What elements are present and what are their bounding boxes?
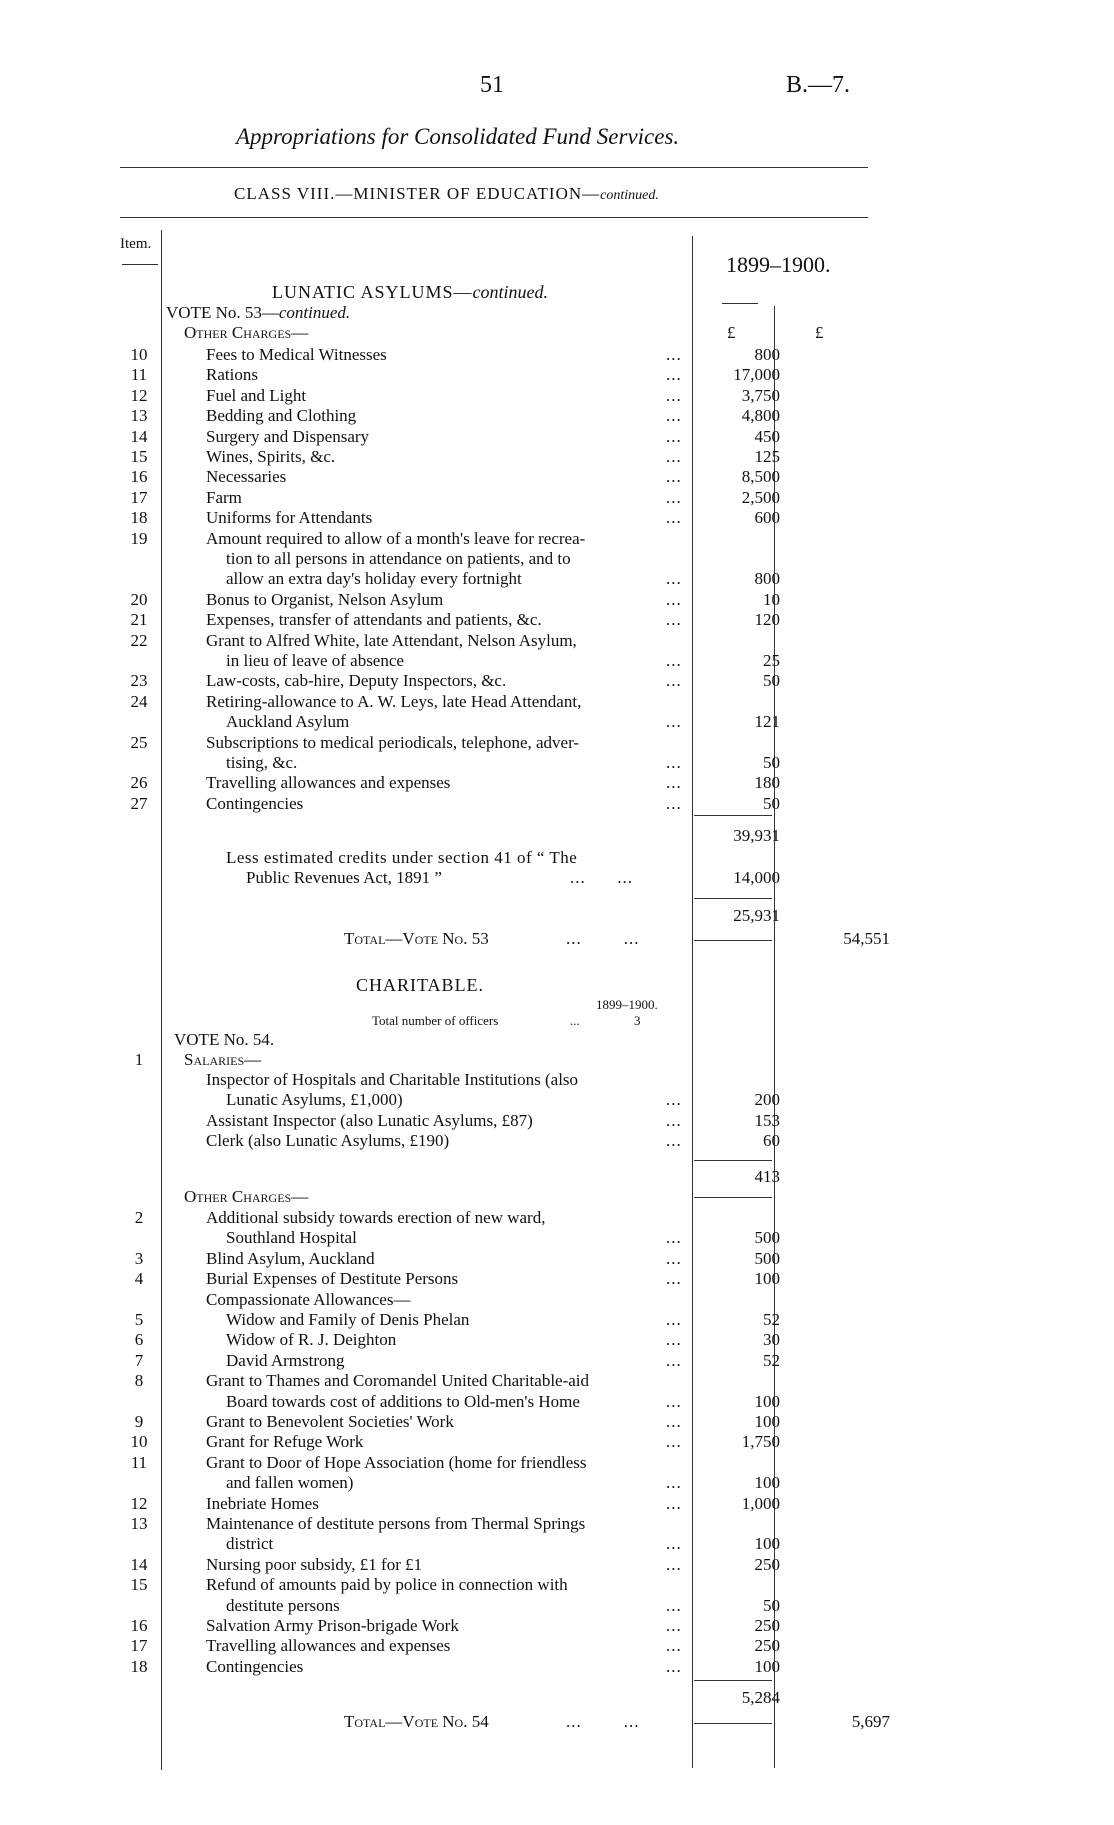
lunatic-net: 25,931 [733, 906, 780, 925]
leader-dots: ... [666, 793, 682, 813]
item-description: Grant for Refuge Work [206, 1432, 364, 1452]
item-description: Refund of amounts paid by police in connection with [206, 1575, 568, 1595]
item-number: 19 [130, 528, 148, 548]
vote-54-total-amount: 5,697 [851, 1712, 890, 1731]
lunatic-subtotal-rule [694, 815, 772, 816]
charitable-item-row [0, 1310, 1114, 1330]
lunatic-item-row [0, 529, 1114, 590]
vote-53-main: VOTE No. 53— [166, 303, 279, 322]
leader-dots: ... [666, 1432, 682, 1452]
item-number: 5 [134, 1310, 144, 1329]
lunatic-item-row [0, 590, 1114, 610]
leader-dots: ... [666, 1248, 682, 1268]
pound-symbol-col1: £ [727, 323, 736, 342]
item-description: David Armstrong [226, 1350, 345, 1370]
lunatic-item-row [0, 773, 1114, 793]
item-description: Southland Hospital [226, 1228, 357, 1248]
item-amount: 8,500 [741, 467, 780, 487]
leader-dots: ... [666, 752, 682, 772]
leader-dots: ... [666, 1269, 682, 1289]
less-credits-line-1: Less estimated credits under section 41 of “ The [226, 848, 578, 867]
leader-dots: ... [666, 1391, 682, 1411]
item-description: Subscriptions to medical periodicals, telephone, adver- [206, 732, 580, 752]
leader-dots: ... [666, 385, 682, 405]
officers-dots: ... [570, 1013, 580, 1028]
lunatic-item-row [0, 733, 1114, 774]
charitable-item-row [0, 1616, 1114, 1636]
leader-dots: ... [666, 1330, 682, 1350]
item-number: 17 [130, 487, 148, 507]
charitable-item-row [0, 1208, 1114, 1249]
leader-dots: ... [666, 712, 682, 732]
year-column-header: 1899–1900. [726, 252, 831, 277]
salary-item-row [0, 1070, 1114, 1111]
leader-dots: ... [666, 1110, 682, 1130]
item-header-rule [122, 264, 158, 265]
item-amount: 50 [763, 671, 780, 691]
charitable-subtotal-rule [694, 1680, 772, 1681]
item-amount: 25 [763, 650, 780, 670]
item-description: Rations [206, 365, 258, 385]
lunatic-item-row [0, 671, 1114, 691]
item-number: 4 [134, 1269, 144, 1289]
item-description: Auckland Asylum [226, 712, 350, 732]
charitable-item-row [0, 1555, 1114, 1575]
charitable-item-row [0, 1330, 1114, 1350]
charitable-item-row [0, 1351, 1114, 1371]
item-amount: 17,000 [733, 365, 780, 385]
item-number: 24 [130, 691, 148, 711]
lunatic-item-row [0, 692, 1114, 733]
item-description: and fallen women) [226, 1473, 354, 1493]
leader-dots: ... [666, 1656, 682, 1676]
item-number: 13 [130, 1514, 148, 1533]
item-number: 10 [130, 345, 148, 364]
lunatic-item-row [0, 365, 1114, 385]
leader-dots: ... [666, 345, 682, 364]
item-amount: 4,800 [741, 406, 780, 426]
class-heading-main: CLASS VIII.—MINISTER OF EDUCATION— [234, 184, 601, 203]
item-description: Maintenance of destitute persons from Thermal Springs [206, 1514, 586, 1533]
item-description: Contingencies [206, 1656, 304, 1676]
item-number: 10 [130, 1432, 148, 1452]
charitable-item-row [0, 1249, 1114, 1269]
item-amount: 153 [754, 1110, 780, 1130]
lunatic-item-row [0, 467, 1114, 487]
charitable-item-row [0, 1290, 1114, 1310]
leader-dots: ... [666, 569, 682, 589]
lunatic-item-row [0, 386, 1114, 406]
leader-dots: ... [666, 1616, 682, 1635]
charitable-item-row [0, 1453, 1114, 1494]
class-heading-cont: continued. [600, 188, 659, 203]
year-header-rule [722, 303, 758, 304]
vote-53-total-dots: ... ... [566, 929, 640, 948]
charitable-item-row [0, 1575, 1114, 1616]
leader-dots: ... [666, 467, 682, 487]
vote-53-cont: continued. [278, 303, 351, 322]
item-amount: 120 [754, 610, 780, 630]
item-amount: 250 [754, 1636, 780, 1656]
item-number: 14 [130, 1554, 148, 1574]
leader-dots: ... [666, 1534, 682, 1554]
item-description: Inspector of Hospitals and Charitable Institutions (also [206, 1070, 579, 1089]
item-description: Widow and Family of Denis Phelan [226, 1310, 470, 1329]
charitable-item-row [0, 1371, 1114, 1412]
page-title: Appropriations for Consolidated Fund Services. [236, 124, 680, 149]
item-description: Lunatic Asylums, £1,000) [226, 1090, 403, 1110]
salary-total-underline [694, 1197, 772, 1198]
leader-dots: ... [666, 1493, 682, 1513]
item-amount: 52 [763, 1350, 780, 1370]
item-amount: 800 [754, 345, 780, 364]
item-number: 13 [130, 406, 148, 426]
item-number: 18 [130, 508, 148, 528]
lunatic-item-row [0, 794, 1114, 814]
leader-dots: ... [666, 508, 682, 528]
item-amount: 50 [763, 1595, 780, 1615]
less-credits-amount: 14,000 [733, 868, 780, 887]
item-description: Amount required to allow of a month's leave for recrea- [206, 528, 586, 548]
charitable-item-row [0, 1657, 1114, 1677]
lunatic-item-row [0, 488, 1114, 508]
salaries-heading: Salaries— [184, 1050, 262, 1069]
vote-54-heading: VOTE No. 54. [174, 1030, 275, 1049]
item-description: Burial Expenses of Destitute Persons [206, 1269, 459, 1289]
salary-item-row [0, 1131, 1114, 1151]
leader-dots: ... [666, 1473, 682, 1493]
item-description: Compassionate Allowances— [206, 1289, 411, 1309]
lunatic-item-row [0, 610, 1114, 630]
item-description: Uniforms for Attendants [206, 508, 373, 528]
salary-item-row [0, 1111, 1114, 1131]
item-amount: 125 [754, 447, 780, 466]
item-amount: 100 [754, 1412, 780, 1431]
item-number: 16 [130, 1616, 148, 1635]
leader-dots: ... [666, 610, 682, 630]
charitable-item-row [0, 1269, 1114, 1289]
item-amount: 100 [754, 1473, 780, 1493]
item-description: Grant to Alfred White, late Attendant, Nelson Asylum, [206, 630, 577, 650]
item-description: Fuel and Light [206, 385, 307, 405]
item-number: 15 [130, 447, 148, 466]
item-amount: 800 [754, 569, 780, 589]
leader-dots: ... [666, 487, 682, 507]
item-number: 22 [130, 630, 148, 650]
officers-count: 3 [634, 1013, 641, 1028]
item-amount: 60 [763, 1131, 780, 1151]
item-amount: 500 [754, 1248, 780, 1268]
item-description: Inebriate Homes [206, 1493, 319, 1513]
item-amount: 100 [754, 1269, 780, 1289]
item-description: Widow of R. J. Deighton [226, 1330, 397, 1350]
item-amount: 50 [763, 793, 780, 813]
item-amount: 180 [754, 773, 780, 793]
vote-53-total-label: Total—Vote No. 53 [344, 929, 489, 948]
item-description: Law-costs, cab-hire, Deputy Inspectors, &c. [206, 671, 507, 691]
item-description: Grant to Thames and Coromandel United Charitable-aid [206, 1371, 590, 1391]
item-amount: 200 [754, 1090, 780, 1110]
item-amount: 250 [754, 1554, 780, 1574]
charitable-item-row [0, 1432, 1114, 1452]
item-description: Travelling allowances and expenses [206, 1636, 451, 1656]
vote-53-heading [166, 303, 350, 323]
item-description: in lieu of leave of absence [226, 650, 404, 670]
pound-symbol-col2: £ [815, 323, 824, 342]
item-description: Board towards cost of additions to Old-men's Home [226, 1391, 580, 1411]
item-description: Grant to Door of Hope Association (home for friendless [206, 1452, 587, 1472]
leader-dots: ... [666, 650, 682, 670]
salary-total-rule [694, 1160, 772, 1161]
item-amount: 1,000 [741, 1493, 780, 1513]
item-amount: 100 [754, 1534, 780, 1554]
item-description: Expenses, transfer of attendants and patients, &c. [206, 610, 542, 630]
item-number: 16 [130, 467, 148, 487]
item-description: Farm [206, 487, 242, 507]
item-description: Grant to Benevolent Societies' Work [206, 1412, 454, 1431]
page-number: 51 [480, 72, 504, 98]
leader-dots: ... [666, 1228, 682, 1248]
leader-dots: ... [666, 1595, 682, 1615]
item-description: Salvation Army Prison-brigade Work [206, 1616, 459, 1635]
lunatic-item-row [0, 631, 1114, 672]
item-description: Additional subsidy towards erection of new ward, [206, 1208, 546, 1227]
item-amount: 10 [763, 589, 780, 609]
item-amount: 250 [754, 1616, 780, 1635]
charitable-item-row [0, 1514, 1114, 1555]
leader-dots: ... [666, 1131, 682, 1151]
less-credits-line-2: Public Revenues Act, 1891 ” [246, 868, 442, 887]
item-amount: 3,750 [741, 385, 780, 405]
item-number: 26 [130, 773, 148, 793]
item-description: Travelling allowances and expenses [206, 773, 451, 793]
item-number: 23 [130, 671, 148, 691]
item-amount: 450 [754, 426, 780, 446]
item-description: Contingencies [206, 793, 304, 813]
item-description: Blind Asylum, Auckland [206, 1248, 375, 1268]
document-reference: B.—7. [786, 72, 851, 98]
salary-total: 413 [754, 1167, 780, 1186]
item-description: Retiring-allowance to A. W. Leys, late Head Attendant, [206, 691, 582, 711]
item-number: 15 [130, 1575, 148, 1595]
charitable-item-row [0, 1636, 1114, 1656]
lunatic-net-rule [694, 898, 772, 899]
class-heading [234, 184, 659, 204]
item-amount: 600 [754, 508, 780, 528]
item-description: Clerk (also Lunatic Asylums, £190) [206, 1131, 450, 1151]
leader-dots: ... [666, 1090, 682, 1110]
item-description: Fees to Medical Witnesses [206, 345, 387, 364]
lunatic-item-row [0, 427, 1114, 447]
item-amount: 100 [754, 1656, 780, 1676]
lunatic-item-row [0, 406, 1114, 426]
item-description: Bonus to Organist, Nelson Asylum [206, 589, 444, 609]
item-description: Assistant Inspector (also Lunatic Asylums, £87) [206, 1110, 533, 1130]
item-number: 17 [130, 1636, 148, 1656]
leader-dots: ... [666, 773, 682, 793]
item-column-header: Item. [120, 236, 152, 252]
leader-dots: ... [666, 1636, 682, 1656]
officers-label: Total number of officers [372, 1013, 499, 1028]
item-number: 3 [134, 1248, 144, 1268]
salaries-item-number: 1 [134, 1050, 144, 1069]
leader-dots: ... [666, 1350, 682, 1370]
vote-53-total-amount: 54,551 [843, 929, 890, 948]
item-description: destitute persons [226, 1595, 340, 1615]
charitable-subtotal: 5,284 [741, 1688, 780, 1707]
vote-54-total-dots: ... ... [566, 1712, 640, 1731]
lunatic-item-row [0, 447, 1114, 467]
title-rule [120, 167, 868, 168]
item-number: 2 [134, 1208, 144, 1227]
vote-54-total-label: Total—Vote No. 54 [344, 1712, 489, 1731]
item-number: 8 [134, 1371, 144, 1391]
leader-dots: ... [666, 1554, 682, 1574]
less-credits-dots: ... ... [570, 868, 633, 887]
leader-dots: ... [666, 589, 682, 609]
charitable-item-row [0, 1494, 1114, 1514]
leader-dots: ... [666, 1310, 682, 1329]
lunatic-net-underline [694, 940, 772, 941]
item-description: Nursing poor subsidy, £1 for £1 [206, 1554, 423, 1574]
class-rule [120, 217, 868, 218]
item-number: 21 [130, 610, 148, 630]
lunatic-item-row [0, 345, 1114, 365]
leader-dots: ... [666, 365, 682, 385]
item-description: Surgery and Dispensary [206, 426, 370, 446]
leader-dots: ... [666, 447, 682, 466]
item-description: Necessaries [206, 467, 287, 487]
lunatic-heading-cont: continued. [472, 282, 549, 302]
item-amount: 121 [754, 712, 780, 732]
other-charges-heading: Other Charges— [184, 323, 309, 342]
item-amount: 100 [754, 1391, 780, 1411]
item-amount: 500 [754, 1228, 780, 1248]
leader-dots: ... [666, 426, 682, 446]
charitable-other-charges-heading: Other Charges— [184, 1187, 309, 1206]
item-description: district [226, 1534, 274, 1554]
item-number: 20 [130, 589, 148, 609]
charitable-year: 1899–1900. [596, 997, 658, 1012]
leader-dots: ... [666, 1412, 682, 1431]
lunatic-heading [272, 282, 548, 303]
item-number: 18 [130, 1656, 148, 1676]
item-amount: 52 [763, 1310, 780, 1329]
charitable-item-row [0, 1412, 1114, 1432]
lunatic-subtotal: 39,931 [733, 826, 780, 845]
item-description: Bedding and Clothing [206, 406, 357, 426]
lunatic-item-row [0, 508, 1114, 528]
item-amount: 2,500 [741, 487, 780, 507]
item-number: 11 [130, 365, 148, 385]
lunatic-heading-main: LUNATIC ASYLUMS— [272, 282, 473, 302]
item-amount: 1,750 [741, 1432, 780, 1452]
item-number: 27 [130, 793, 148, 813]
item-description: Wines, Spirits, &c. [206, 447, 336, 466]
item-description: tion to all persons in attendance on patients, and to [226, 548, 571, 568]
item-amount: 50 [763, 752, 780, 772]
item-description: allow an extra day's holiday every fortnight [226, 569, 522, 589]
item-number: 11 [130, 1452, 148, 1472]
item-description: tising, &c. [226, 752, 298, 772]
charitable-subtotal-underline [694, 1723, 772, 1724]
item-number: 7 [134, 1350, 144, 1370]
item-number: 14 [130, 426, 148, 446]
charitable-heading: CHARITABLE. [356, 975, 485, 995]
item-number: 12 [130, 385, 148, 405]
item-number: 6 [134, 1330, 144, 1350]
leader-dots: ... [666, 406, 682, 426]
item-number: 9 [134, 1412, 144, 1431]
item-amount: 30 [763, 1330, 780, 1350]
item-number: 25 [130, 732, 148, 752]
item-number: 12 [130, 1493, 148, 1513]
leader-dots: ... [666, 671, 682, 691]
